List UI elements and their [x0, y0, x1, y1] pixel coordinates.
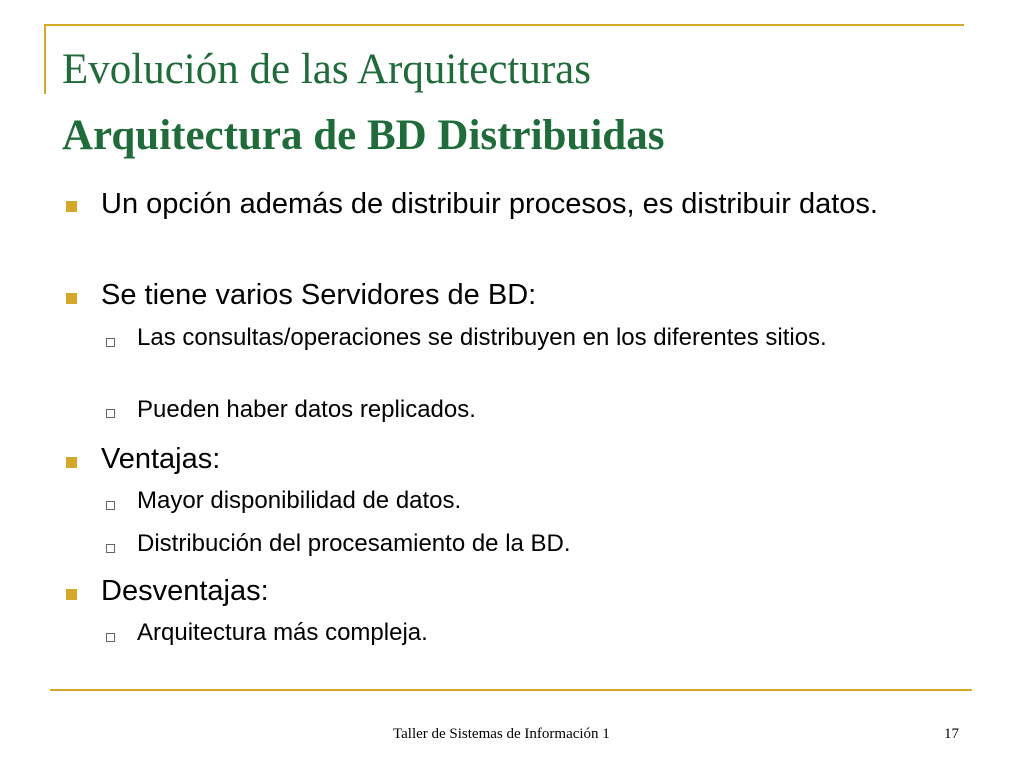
page-number: 17: [944, 726, 959, 742]
hollow-square-bullet-icon: [106, 501, 115, 510]
bullet-item: Un opción además de distribuir procesos, es distribuir datos.: [101, 188, 878, 220]
footer-divider: [50, 689, 972, 691]
square-bullet-icon: [66, 589, 77, 600]
hollow-square-bullet-icon: [106, 633, 115, 642]
bullet-item: Se tiene varios Servidores de BD:: [101, 279, 537, 311]
hollow-square-bullet-icon: [106, 338, 115, 347]
square-bullet-icon: [66, 457, 77, 468]
sub-bullet-item: Distribución del procesamiento de la BD.: [137, 530, 571, 557]
hollow-square-bullet-icon: [106, 544, 115, 553]
footer-text: Taller de Sistemas de Información 1: [393, 726, 610, 742]
bullet-item: Desventajas:: [101, 575, 269, 607]
hollow-square-bullet-icon: [106, 409, 115, 418]
slide-title: Evolución de las Arquitecturas: [62, 46, 591, 93]
top-border-line: [44, 24, 964, 26]
sub-bullet-item: Mayor disponibilidad de datos.: [137, 487, 462, 514]
square-bullet-icon: [66, 201, 77, 212]
bullet-item: Ventajas:: [101, 443, 221, 475]
square-bullet-icon: [66, 293, 77, 304]
sub-bullet-item: Las consultas/operaciones se distribuyen en los diferentes sitios.: [137, 324, 827, 351]
sub-bullet-item: Pueden haber datos replicados.: [137, 396, 476, 423]
slide-subtitle: Arquitectura de BD Distribuidas: [62, 112, 665, 159]
sub-bullet-item: Arquitectura más compleja.: [137, 619, 428, 646]
left-border-line: [44, 24, 46, 94]
